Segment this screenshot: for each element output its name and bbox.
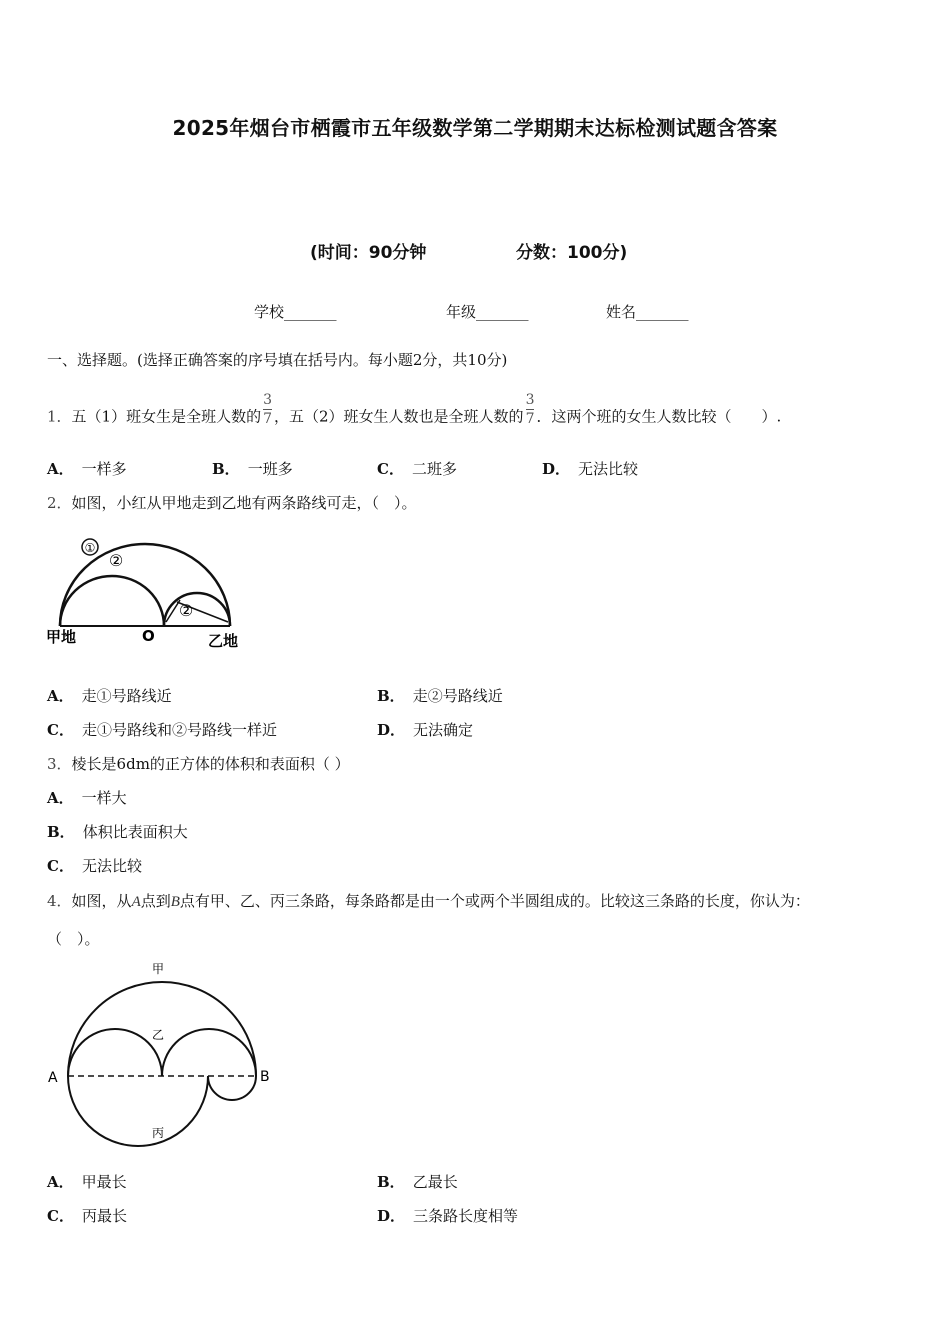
question-3: 3．棱长是6dm的正方体的体积和表面积（ ） xyxy=(47,755,350,773)
question-1 xyxy=(47,392,782,435)
fraction-numerator: 3 xyxy=(263,392,273,408)
question-4: 4．如图，从A点到B点有甲、乙、丙三条路，每条路都是由一个或两个半圆组成的。比较这三条路的长度，你认为： xyxy=(47,892,810,910)
option-a[interactable]: A． 走①号路线近 xyxy=(47,687,172,705)
label-jia: 甲 xyxy=(151,962,165,976)
option-d[interactable]: D． 无法比较 xyxy=(542,460,639,478)
section-heading: 一、选择题。(选择正确答案的序号填在括号内。每小题2分，共10分) xyxy=(47,351,508,369)
grade-field: 年级_______ xyxy=(446,303,529,321)
path-bing-large xyxy=(68,1076,208,1146)
question-text: ，五（2）班女生人数也是全班人数的 xyxy=(274,407,524,426)
path-bing-small xyxy=(208,1076,256,1100)
paths-figure xyxy=(40,955,280,1155)
question-number: 1． xyxy=(47,407,72,426)
route-figure xyxy=(40,530,260,660)
route-1-label: ① xyxy=(84,541,96,555)
fraction xyxy=(263,392,272,427)
exam-score: 分数：100分) xyxy=(516,243,628,263)
school-field: 学校_______ xyxy=(254,303,337,321)
option-a[interactable]: A． 一样多 xyxy=(47,460,127,478)
option-d[interactable]: D． 无法确定 xyxy=(377,721,474,739)
option-c[interactable]: C． 无法比较 xyxy=(47,857,142,875)
option-c[interactable]: C． 二班多 xyxy=(377,460,457,478)
label-yi: 乙 xyxy=(151,1028,165,1042)
fraction xyxy=(526,392,535,427)
fraction-numerator: 3 xyxy=(525,392,535,408)
option-b[interactable]: B． 走②号路线近 xyxy=(377,687,503,705)
route-2-label: ② xyxy=(108,551,124,570)
path-yi-right xyxy=(162,1029,256,1076)
route-2-left-arc xyxy=(60,576,164,626)
question-text: ．这两个班的女生人数比较（ ）. xyxy=(536,407,782,426)
point-b: B xyxy=(170,894,180,910)
question-2: 2．如图，小红从甲地走到乙地有两条路线可走，（ ）。 xyxy=(47,494,417,512)
path-yi-left xyxy=(68,1028,165,1076)
route-1-arc xyxy=(60,544,230,626)
option-b[interactable]: B． 一班多 xyxy=(212,460,293,478)
option-b[interactable]: B． 乙最长 xyxy=(377,1173,458,1191)
point-a: A xyxy=(131,894,141,910)
route-2-label: ② xyxy=(178,601,194,620)
option-c[interactable]: C． 丙最长 xyxy=(47,1207,127,1225)
label-bing: 丙 xyxy=(151,1126,165,1140)
end-label: 乙地 xyxy=(208,632,239,650)
option-a[interactable]: A． 一样大 xyxy=(47,789,127,807)
name-field: 姓名_______ xyxy=(606,303,689,321)
option-a[interactable]: A． 甲最长 xyxy=(47,1173,127,1191)
fraction-denominator: 7 xyxy=(263,411,273,427)
page-title: 2025年烟台市栖霞市五年级数学第二学期期末达标检测试题含答案 xyxy=(172,116,778,140)
question-text: 五（1）班女生是全班人数的 xyxy=(71,407,262,426)
label-a: A xyxy=(48,1070,58,1086)
option-d[interactable]: D． 三条路长度相等 xyxy=(377,1207,519,1225)
option-c[interactable]: C． 走①号路线和②号路线一样近 xyxy=(47,721,277,739)
fraction-denominator: 7 xyxy=(525,411,535,427)
exam-time: (时间：90分钟 xyxy=(310,243,427,263)
label-b: B xyxy=(260,1069,270,1085)
start-label: 甲地 xyxy=(46,628,77,646)
center-label: O xyxy=(142,627,155,645)
option-b[interactable]: B． 体积比表面积大 xyxy=(47,823,188,841)
question-4-continued: （ ）。 xyxy=(47,930,100,948)
